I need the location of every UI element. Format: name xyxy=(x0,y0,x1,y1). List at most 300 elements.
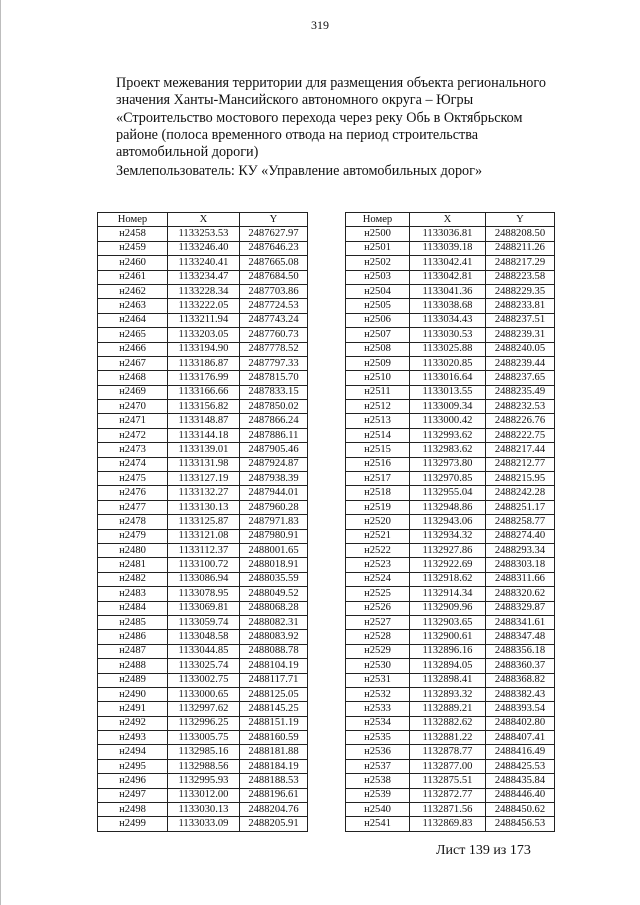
land-user: Землепользователь: КУ «Управление автомобильных дорог» xyxy=(116,163,483,180)
table-row xyxy=(346,731,555,745)
point-number-cell: н2482 xyxy=(98,572,168,586)
x-coordinate-cell: 1132934.32 xyxy=(410,529,486,543)
table-row xyxy=(346,356,555,370)
y-coordinate-cell: 2488293.34 xyxy=(486,543,555,557)
x-coordinate-cell: 1133127.19 xyxy=(168,472,240,486)
x-coordinate-cell: 1133234.47 xyxy=(168,270,240,284)
table-row xyxy=(98,615,308,629)
y-coordinate-cell: 2488088.78 xyxy=(240,644,308,658)
x-coordinate-cell: 1133038.68 xyxy=(410,299,486,313)
column-header-y: Y xyxy=(240,213,308,227)
point-number-cell: н2470 xyxy=(98,400,168,414)
x-coordinate-cell: 1133246.40 xyxy=(168,241,240,255)
table-row xyxy=(98,342,308,356)
y-coordinate-cell: 2487646.23 xyxy=(240,241,308,255)
table-row xyxy=(346,615,555,629)
x-coordinate-cell: 1133240.41 xyxy=(168,256,240,270)
y-coordinate-cell: 2487905.46 xyxy=(240,443,308,457)
y-coordinate-cell: 2487866.24 xyxy=(240,414,308,428)
x-coordinate-cell: 1133000.42 xyxy=(410,414,486,428)
table-row xyxy=(98,500,308,514)
table-row xyxy=(98,788,308,802)
table-row xyxy=(98,400,308,414)
y-coordinate-cell: 2487944.01 xyxy=(240,486,308,500)
point-number-cell: н2468 xyxy=(98,371,168,385)
point-number-cell: н2490 xyxy=(98,687,168,701)
table-row xyxy=(98,702,308,716)
y-coordinate-cell: 2487815.70 xyxy=(240,371,308,385)
x-coordinate-cell: 1132995.93 xyxy=(168,774,240,788)
table-row xyxy=(98,241,308,255)
point-number-cell: н2500 xyxy=(346,227,410,241)
x-coordinate-cell: 1132985.16 xyxy=(168,745,240,759)
table-row xyxy=(98,443,308,457)
point-number-cell: н2509 xyxy=(346,356,410,370)
table-row xyxy=(98,486,308,500)
x-coordinate-cell: 1133078.95 xyxy=(168,587,240,601)
x-coordinate-cell: 1133194.90 xyxy=(168,342,240,356)
table-row xyxy=(346,385,555,399)
x-coordinate-cell: 1133132.27 xyxy=(168,486,240,500)
point-number-cell: н2507 xyxy=(346,328,410,342)
point-number-cell: н2460 xyxy=(98,256,168,270)
x-coordinate-cell: 1133013.55 xyxy=(410,385,486,399)
table-row xyxy=(346,543,555,557)
y-coordinate-cell: 2488205.91 xyxy=(240,817,308,831)
point-number-cell: н2465 xyxy=(98,328,168,342)
x-coordinate-cell: 1132878.77 xyxy=(410,745,486,759)
table-row xyxy=(98,759,308,773)
x-coordinate-cell: 1133069.81 xyxy=(168,601,240,615)
point-number-cell: н2528 xyxy=(346,630,410,644)
table-row xyxy=(98,515,308,529)
x-coordinate-cell: 1132872.77 xyxy=(410,788,486,802)
y-coordinate-cell: 2488402.80 xyxy=(486,716,555,730)
y-coordinate-cell: 2488217.29 xyxy=(486,256,555,270)
point-number-cell: н2466 xyxy=(98,342,168,356)
x-coordinate-cell: 1132973.80 xyxy=(410,457,486,471)
y-coordinate-cell: 2488320.62 xyxy=(486,587,555,601)
x-coordinate-cell: 1133025.88 xyxy=(410,342,486,356)
sheet-number: Лист 139 из 173 xyxy=(436,843,531,858)
table-row xyxy=(346,716,555,730)
x-coordinate-cell: 1133176.99 xyxy=(168,371,240,385)
x-coordinate-cell: 1132869.83 xyxy=(410,817,486,831)
y-coordinate-cell: 2487980.91 xyxy=(240,529,308,543)
x-coordinate-cell: 1132882.62 xyxy=(410,716,486,730)
table-header-row xyxy=(346,213,555,227)
point-number-cell: н2478 xyxy=(98,515,168,529)
x-coordinate-cell: 1132889.21 xyxy=(410,702,486,716)
y-coordinate-cell: 2487703.86 xyxy=(240,284,308,298)
y-coordinate-cell: 2488160.59 xyxy=(240,731,308,745)
point-number-cell: н2499 xyxy=(98,817,168,831)
point-number-cell: н2525 xyxy=(346,587,410,601)
x-coordinate-cell: 1133044.85 xyxy=(168,644,240,658)
y-coordinate-cell: 2488341.61 xyxy=(486,615,555,629)
table-row xyxy=(346,342,555,356)
point-number-cell: н2510 xyxy=(346,371,410,385)
y-coordinate-cell: 2487850.02 xyxy=(240,400,308,414)
x-coordinate-cell: 1132896.16 xyxy=(410,644,486,658)
x-coordinate-cell: 1133156.82 xyxy=(168,400,240,414)
point-number-cell: н2539 xyxy=(346,788,410,802)
x-coordinate-cell: 1133039.18 xyxy=(410,241,486,255)
table-row xyxy=(346,659,555,673)
y-coordinate-cell: 2488239.44 xyxy=(486,356,555,370)
y-coordinate-cell: 2487938.39 xyxy=(240,472,308,486)
table-row xyxy=(346,774,555,788)
x-coordinate-cell: 1132922.69 xyxy=(410,558,486,572)
x-coordinate-cell: 1133000.65 xyxy=(168,687,240,701)
point-number-cell: н2526 xyxy=(346,601,410,615)
x-coordinate-cell: 1133005.75 xyxy=(168,731,240,745)
point-number-cell: н2498 xyxy=(98,803,168,817)
table-row xyxy=(346,241,555,255)
point-number-cell: н2477 xyxy=(98,500,168,514)
x-coordinate-cell: 1133186.87 xyxy=(168,356,240,370)
point-number-cell: н2532 xyxy=(346,687,410,701)
point-number-cell: н2497 xyxy=(98,788,168,802)
point-number-cell: н2540 xyxy=(346,803,410,817)
table-row xyxy=(346,270,555,284)
column-header-y: Y xyxy=(486,213,555,227)
y-coordinate-cell: 2488215.95 xyxy=(486,472,555,486)
point-number-cell: н2523 xyxy=(346,558,410,572)
x-coordinate-cell: 1132918.62 xyxy=(410,572,486,586)
point-number-cell: н2488 xyxy=(98,659,168,673)
x-coordinate-cell: 1133036.81 xyxy=(410,227,486,241)
table-row xyxy=(346,299,555,313)
x-coordinate-cell: 1132909.96 xyxy=(410,601,486,615)
x-coordinate-cell: 1132983.62 xyxy=(410,443,486,457)
table-row xyxy=(98,716,308,730)
table-row xyxy=(346,227,555,241)
x-coordinate-cell: 1133100.72 xyxy=(168,558,240,572)
point-number-cell: н2494 xyxy=(98,745,168,759)
point-number-cell: н2467 xyxy=(98,356,168,370)
table-row xyxy=(346,443,555,457)
point-number-cell: н2541 xyxy=(346,817,410,831)
point-number-cell: н2458 xyxy=(98,227,168,241)
column-header-x: X xyxy=(410,213,486,227)
x-coordinate-cell: 1133016.64 xyxy=(410,371,486,385)
y-coordinate-cell: 2487797.33 xyxy=(240,356,308,370)
table-row xyxy=(346,414,555,428)
y-coordinate-cell: 2488239.31 xyxy=(486,328,555,342)
y-coordinate-cell: 2487886.11 xyxy=(240,428,308,442)
point-number-cell: н2514 xyxy=(346,428,410,442)
column-header-number: Номер xyxy=(346,213,410,227)
point-number-cell: н2508 xyxy=(346,342,410,356)
y-coordinate-cell: 2487924.87 xyxy=(240,457,308,471)
point-number-cell: н2486 xyxy=(98,630,168,644)
y-coordinate-cell: 2488258.77 xyxy=(486,515,555,529)
table-row xyxy=(98,587,308,601)
table-row xyxy=(346,687,555,701)
table-row xyxy=(98,299,308,313)
table-row xyxy=(98,601,308,615)
point-number-cell: н2533 xyxy=(346,702,410,716)
y-coordinate-cell: 2488382.43 xyxy=(486,687,555,701)
x-coordinate-cell: 1133012.00 xyxy=(168,788,240,802)
y-coordinate-cell: 2487743.24 xyxy=(240,313,308,327)
point-number-cell: н2471 xyxy=(98,414,168,428)
y-coordinate-cell: 2488407.41 xyxy=(486,731,555,745)
table-row xyxy=(98,529,308,543)
y-coordinate-cell: 2488251.17 xyxy=(486,500,555,514)
y-coordinate-cell: 2487971.83 xyxy=(240,515,308,529)
table-row xyxy=(98,803,308,817)
table-row xyxy=(98,428,308,442)
point-number-cell: н2473 xyxy=(98,443,168,457)
table-row xyxy=(346,515,555,529)
point-number-cell: н2515 xyxy=(346,443,410,457)
table-row xyxy=(346,630,555,644)
table-header-row xyxy=(98,213,308,227)
y-coordinate-cell: 2488329.87 xyxy=(486,601,555,615)
point-number-cell: н2492 xyxy=(98,716,168,730)
y-coordinate-cell: 2488049.52 xyxy=(240,587,308,601)
y-coordinate-cell: 2488347.48 xyxy=(486,630,555,644)
table-row xyxy=(98,256,308,270)
x-coordinate-cell: 1133034.43 xyxy=(410,313,486,327)
table-row xyxy=(346,745,555,759)
document-heading xyxy=(116,75,596,181)
table-row xyxy=(346,673,555,687)
x-coordinate-cell: 1133253.53 xyxy=(168,227,240,241)
point-number-cell: н2519 xyxy=(346,500,410,514)
point-number-cell: н2522 xyxy=(346,543,410,557)
point-number-cell: н2520 xyxy=(346,515,410,529)
table-row xyxy=(98,774,308,788)
y-coordinate-cell: 2487760.73 xyxy=(240,328,308,342)
table-row xyxy=(346,256,555,270)
y-coordinate-cell: 2488242.28 xyxy=(486,486,555,500)
x-coordinate-cell: 1132970.85 xyxy=(410,472,486,486)
table-row xyxy=(346,313,555,327)
point-number-cell: н2511 xyxy=(346,385,410,399)
table-row xyxy=(98,659,308,673)
table-row xyxy=(98,543,308,557)
column-header-number: Номер xyxy=(98,213,168,227)
point-number-cell: н2487 xyxy=(98,644,168,658)
table-row xyxy=(98,630,308,644)
table-row xyxy=(346,371,555,385)
x-coordinate-cell: 1133112.37 xyxy=(168,543,240,557)
y-coordinate-cell: 2488125.05 xyxy=(240,687,308,701)
table-row xyxy=(98,745,308,759)
point-number-cell: н2461 xyxy=(98,270,168,284)
y-coordinate-cell: 2488104.19 xyxy=(240,659,308,673)
x-coordinate-cell: 1132893.32 xyxy=(410,687,486,701)
table-row xyxy=(98,457,308,471)
y-coordinate-cell: 2488083.92 xyxy=(240,630,308,644)
table-row xyxy=(346,817,555,831)
point-number-cell: н2493 xyxy=(98,731,168,745)
y-coordinate-cell: 2488212.77 xyxy=(486,457,555,471)
x-coordinate-cell: 1132955.04 xyxy=(410,486,486,500)
point-number-cell: н2481 xyxy=(98,558,168,572)
table-row xyxy=(346,572,555,586)
table-row xyxy=(346,328,555,342)
table-row xyxy=(346,284,555,298)
table-row xyxy=(346,472,555,486)
y-coordinate-cell: 2488145.25 xyxy=(240,702,308,716)
y-coordinate-cell: 2488226.76 xyxy=(486,414,555,428)
y-coordinate-cell: 2488001.65 xyxy=(240,543,308,557)
y-coordinate-cell: 2487627.97 xyxy=(240,227,308,241)
point-number-cell: н2529 xyxy=(346,644,410,658)
table-body-right xyxy=(346,227,555,831)
point-number-cell: н2524 xyxy=(346,572,410,586)
y-coordinate-cell: 2488018.91 xyxy=(240,558,308,572)
point-number-cell: н2516 xyxy=(346,457,410,471)
x-coordinate-cell: 1133030.53 xyxy=(410,328,486,342)
table-body-left xyxy=(98,227,308,831)
x-coordinate-cell: 1133211.94 xyxy=(168,313,240,327)
y-coordinate-cell: 2488082.31 xyxy=(240,615,308,629)
table-row xyxy=(346,788,555,802)
table-row xyxy=(346,587,555,601)
x-coordinate-cell: 1133059.74 xyxy=(168,615,240,629)
table-row xyxy=(98,385,308,399)
y-coordinate-cell: 2488356.18 xyxy=(486,644,555,658)
table-row xyxy=(98,356,308,370)
y-coordinate-cell: 2488211.26 xyxy=(486,241,555,255)
table-row xyxy=(98,284,308,298)
y-coordinate-cell: 2488204.76 xyxy=(240,803,308,817)
table-row xyxy=(346,400,555,414)
heading-line: Проект межевания территории для размещения объекта регионального xyxy=(116,75,546,91)
x-coordinate-cell: 1133042.81 xyxy=(410,270,486,284)
point-number-cell: н2502 xyxy=(346,256,410,270)
heading-line: «Строительство мостового перехода через реку Обь в Октябрьском xyxy=(116,109,523,126)
table-row xyxy=(346,803,555,817)
point-number-cell: н2463 xyxy=(98,299,168,313)
point-number-cell: н2536 xyxy=(346,745,410,759)
table-row xyxy=(98,227,308,241)
table-row xyxy=(346,529,555,543)
y-coordinate-cell: 2488068.28 xyxy=(240,601,308,615)
table-row xyxy=(98,731,308,745)
y-coordinate-cell: 2488393.54 xyxy=(486,702,555,716)
point-number-cell: н2538 xyxy=(346,774,410,788)
point-number-cell: н2535 xyxy=(346,731,410,745)
point-number-cell: н2537 xyxy=(346,759,410,773)
x-coordinate-cell: 1133203.05 xyxy=(168,328,240,342)
x-coordinate-cell: 1133148.87 xyxy=(168,414,240,428)
table-row xyxy=(346,702,555,716)
table-row xyxy=(98,687,308,701)
x-coordinate-cell: 1133086.94 xyxy=(168,572,240,586)
x-coordinate-cell: 1132871.56 xyxy=(410,803,486,817)
point-number-cell: н2527 xyxy=(346,615,410,629)
table-row xyxy=(346,500,555,514)
point-number-cell: н2469 xyxy=(98,385,168,399)
y-coordinate-cell: 2488217.44 xyxy=(486,443,555,457)
point-number-cell: н2530 xyxy=(346,659,410,673)
point-number-cell: н2462 xyxy=(98,284,168,298)
table-row xyxy=(98,472,308,486)
x-coordinate-cell: 1132988.56 xyxy=(168,759,240,773)
y-coordinate-cell: 2488303.18 xyxy=(486,558,555,572)
y-coordinate-cell: 2488435.84 xyxy=(486,774,555,788)
x-coordinate-cell: 1133002.75 xyxy=(168,673,240,687)
x-coordinate-cell: 1133166.66 xyxy=(168,385,240,399)
x-coordinate-cell: 1132894.05 xyxy=(410,659,486,673)
page-edge xyxy=(0,0,1,905)
y-coordinate-cell: 2488311.66 xyxy=(486,572,555,586)
x-coordinate-cell: 1133125.87 xyxy=(168,515,240,529)
y-coordinate-cell: 2488188.53 xyxy=(240,774,308,788)
x-coordinate-cell: 1132900.61 xyxy=(410,630,486,644)
y-coordinate-cell: 2488151.19 xyxy=(240,716,308,730)
y-coordinate-cell: 2487960.28 xyxy=(240,500,308,514)
table-row xyxy=(98,414,308,428)
y-coordinate-cell: 2488229.35 xyxy=(486,284,555,298)
point-number-cell: н2501 xyxy=(346,241,410,255)
point-number-cell: н2459 xyxy=(98,241,168,255)
y-coordinate-cell: 2488240.05 xyxy=(486,342,555,356)
table-row xyxy=(98,313,308,327)
y-coordinate-cell: 2488184.19 xyxy=(240,759,308,773)
table-row xyxy=(98,572,308,586)
point-number-cell: н2475 xyxy=(98,472,168,486)
y-coordinate-cell: 2488035.59 xyxy=(240,572,308,586)
y-coordinate-cell: 2487724.53 xyxy=(240,299,308,313)
x-coordinate-cell: 1133025.74 xyxy=(168,659,240,673)
point-number-cell: н2505 xyxy=(346,299,410,313)
x-coordinate-cell: 1133033.09 xyxy=(168,817,240,831)
y-coordinate-cell: 2488222.75 xyxy=(486,428,555,442)
y-coordinate-cell: 2488232.53 xyxy=(486,400,555,414)
table-row xyxy=(98,270,308,284)
y-coordinate-cell: 2488223.58 xyxy=(486,270,555,284)
table-row xyxy=(346,558,555,572)
x-coordinate-cell: 1133139.01 xyxy=(168,443,240,457)
y-coordinate-cell: 2488425.53 xyxy=(486,759,555,773)
point-number-cell: н2489 xyxy=(98,673,168,687)
x-coordinate-cell: 1133144.18 xyxy=(168,428,240,442)
table-row xyxy=(98,673,308,687)
y-coordinate-cell: 2488446.40 xyxy=(486,788,555,802)
x-coordinate-cell: 1132943.06 xyxy=(410,515,486,529)
point-number-cell: н2513 xyxy=(346,414,410,428)
point-number-cell: н2472 xyxy=(98,428,168,442)
table-row xyxy=(346,428,555,442)
x-coordinate-cell: 1132914.34 xyxy=(410,587,486,601)
y-coordinate-cell: 2488117.71 xyxy=(240,673,308,687)
x-coordinate-cell: 1132948.86 xyxy=(410,500,486,514)
point-number-cell: н2503 xyxy=(346,270,410,284)
x-coordinate-cell: 1133222.05 xyxy=(168,299,240,313)
point-number-cell: н2504 xyxy=(346,284,410,298)
point-number-cell: н2496 xyxy=(98,774,168,788)
coordinates-table-right xyxy=(345,212,555,832)
y-coordinate-cell: 2488237.65 xyxy=(486,371,555,385)
point-number-cell: н2476 xyxy=(98,486,168,500)
point-number-cell: н2491 xyxy=(98,702,168,716)
y-coordinate-cell: 2488233.81 xyxy=(486,299,555,313)
x-coordinate-cell: 1132903.65 xyxy=(410,615,486,629)
table-row xyxy=(98,328,308,342)
y-coordinate-cell: 2488456.53 xyxy=(486,817,555,831)
point-number-cell: н2479 xyxy=(98,529,168,543)
y-coordinate-cell: 2488450.62 xyxy=(486,803,555,817)
y-coordinate-cell: 2488274.40 xyxy=(486,529,555,543)
point-number-cell: н2534 xyxy=(346,716,410,730)
